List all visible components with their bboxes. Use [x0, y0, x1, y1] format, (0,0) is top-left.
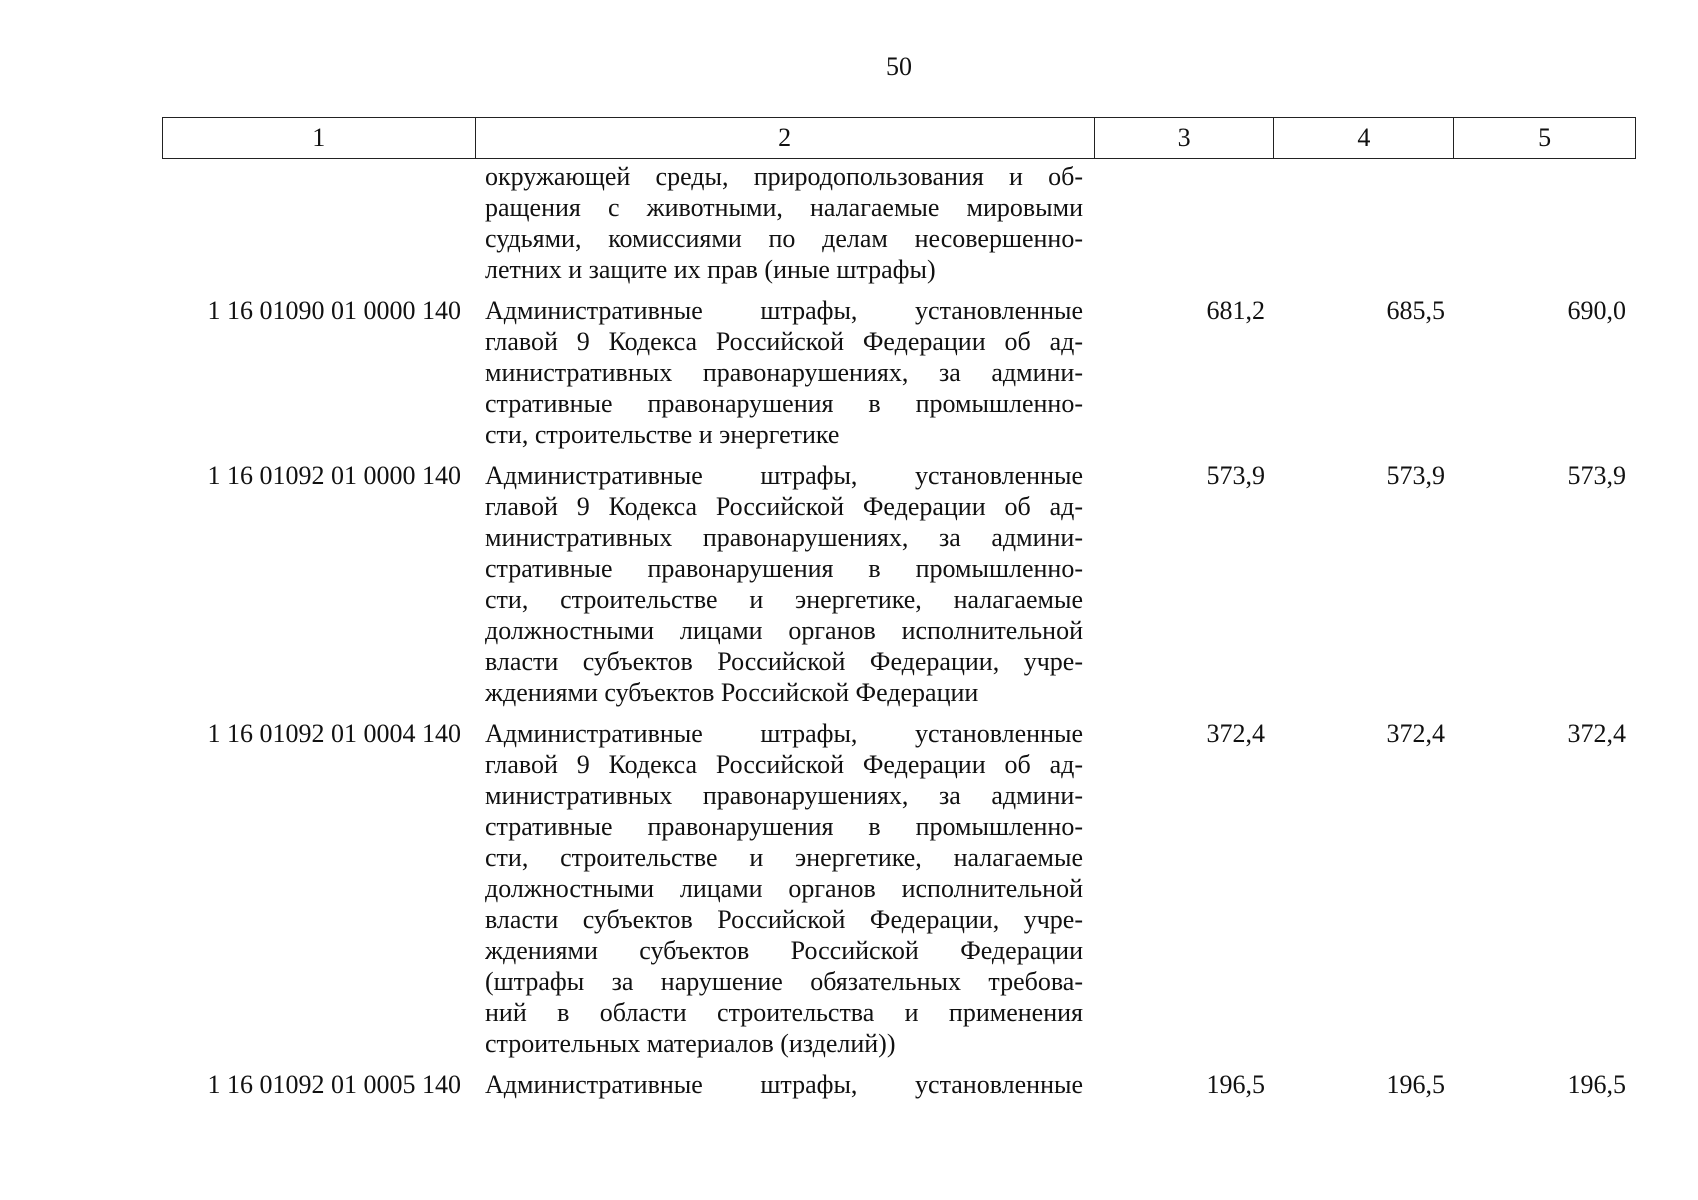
- cell-value-col-5: 690,0: [1567, 296, 1626, 325]
- cell-value-col-3: [1095, 161, 1275, 285]
- description-line: должностными лицами органов исполнительной: [485, 874, 1083, 903]
- description-line: (штрафы за нарушение обязательных требова-: [485, 967, 1083, 996]
- description-line: сти, строительстве и энергетике: [485, 420, 840, 449]
- cell-description: [475, 1069, 1095, 1100]
- description-line: ждениями субъектов Российской Федерации: [485, 936, 1083, 965]
- cell-value-col-4: 196,5: [1386, 1070, 1445, 1099]
- page-number: 50: [886, 52, 912, 81]
- table-row: [162, 718, 1636, 1059]
- cell-value-col-5: [1455, 161, 1636, 285]
- description-line: власти субъектов Российской Федерации, учре-: [485, 905, 1083, 934]
- header-col-1: 1: [163, 118, 476, 158]
- header-col-4: 4: [1274, 118, 1454, 158]
- cell-description: [475, 718, 1095, 1059]
- description-line: главой 9 Кодекса Российской Федерации об ад-: [485, 327, 1083, 356]
- table-header: [162, 117, 1636, 159]
- description-line: летних и защите их прав (иные штрафы): [485, 255, 936, 284]
- table-row: [162, 460, 1636, 708]
- cell-code: 1 16 01090 01 0000 140: [207, 296, 461, 325]
- description-line: ний в области строительства и применения: [485, 998, 1083, 1027]
- description-line: власти субъектов Российской Федерации, учре-: [485, 647, 1083, 676]
- cell-value-col-5: 196,5: [1567, 1070, 1626, 1099]
- description-line: Административные штрафы, установленные: [485, 461, 1083, 490]
- cell-value-col-3: 681,2: [1206, 296, 1265, 325]
- description-line: Административные штрафы, установленные: [485, 1070, 1083, 1099]
- table-body: [162, 161, 1636, 1110]
- cell-value-col-4: 573,9: [1386, 461, 1445, 490]
- description-line: министративных правонарушениях, за админи-: [485, 781, 1083, 810]
- description-line: сти, строительстве и энергетике, налагаемые: [485, 585, 1083, 614]
- cell-value-col-4: 372,4: [1386, 719, 1445, 748]
- cell-description: [475, 295, 1095, 450]
- description-line: стративные правонарушения в промышленно-: [485, 389, 1083, 418]
- header-col-5: 5: [1538, 123, 1552, 152]
- cell-code: [162, 161, 475, 285]
- description-line: стративные правонарушения в промышленно-: [485, 812, 1083, 841]
- description-line: окружающей среды, природопользования и об-: [485, 162, 1083, 191]
- cell-value-col-5: 573,9: [1567, 461, 1626, 490]
- description-line: судьями, комиссиями по делам несовершенно-: [485, 224, 1083, 253]
- description-line: министративных правонарушениях, за админи-: [485, 358, 1083, 387]
- description-line: ждениями субъектов Российской Федерации: [485, 678, 979, 707]
- description-line: Административные штрафы, установленные: [485, 296, 1083, 325]
- cell-value-col-4: 685,5: [1386, 296, 1445, 325]
- description-line: ращения с животными, налагаемые мировыми: [485, 193, 1083, 222]
- cell-value-col-5: 372,4: [1567, 719, 1626, 748]
- header-col-3: 3: [1095, 118, 1275, 158]
- cell-code: 1 16 01092 01 0004 140: [207, 719, 461, 748]
- description-line: главой 9 Кодекса Российской Федерации об ад-: [485, 492, 1083, 521]
- table-row: [162, 1069, 1636, 1100]
- table-row: [162, 295, 1636, 450]
- cell-value-col-4: [1275, 161, 1455, 285]
- cell-description: [475, 161, 1095, 285]
- description-line: сти, строительстве и энергетике, налагаемые: [485, 843, 1083, 872]
- cell-code: 1 16 01092 01 0000 140: [207, 461, 461, 490]
- header-col-2: 2: [476, 118, 1095, 158]
- cell-description: [475, 460, 1095, 708]
- cell-value-col-3: 372,4: [1206, 719, 1265, 748]
- description-line: должностными лицами органов исполнительной: [485, 616, 1083, 645]
- description-line: главой 9 Кодекса Российской Федерации об ад-: [485, 750, 1083, 779]
- description-line: Административные штрафы, установленные: [485, 719, 1083, 748]
- cell-code: 1 16 01092 01 0005 140: [207, 1070, 461, 1099]
- cell-value-col-3: 196,5: [1206, 1070, 1265, 1099]
- description-line: стративные правонарушения в промышленно-: [485, 554, 1083, 583]
- description-line: строительных материалов (изделий)): [485, 1029, 896, 1058]
- table-row: [162, 161, 1636, 285]
- description-line: министративных правонарушениях, за админи-: [485, 523, 1083, 552]
- cell-value-col-3: 573,9: [1206, 461, 1265, 490]
